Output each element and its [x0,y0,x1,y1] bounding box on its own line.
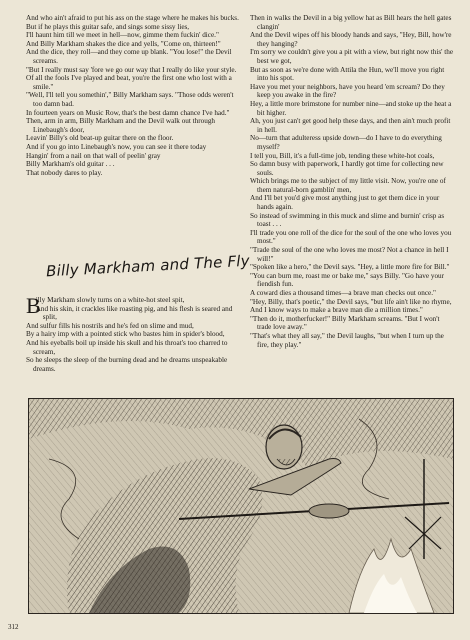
text-line: Of all the fools I've played and beat, you're the first one who lost with a smile." [26,74,232,91]
text-line: "Spoken like a hero," the Devil says. "Hey, a little more fire for Bill." [250,263,450,272]
text-line: And I'll bet you'd give most anything just to get them dice in your hands again. [250,194,440,212]
drop-cap: B [26,293,41,318]
text-line: "Then do it, motherfucker!" Billy Markham screams. "But I won't trade love away." [250,314,440,332]
text-line: "Hey, Billy, that's poetic," the Devil says, "but life ain't like no rhyme, [250,297,452,306]
ink-drawing [29,399,453,613]
text-line: I'm sorry we couldn't give you a pit with a view, but right now this' the best we got, [250,48,454,65]
text-line: "You can burn me, roast me or bake me," says Billy. "Go have your fiendish fun. [250,271,445,289]
text-line: "But I really must say 'fore we go our way that I really do like your style. [26,65,237,74]
text-line: Then, arm in arm, Billy Markham and the Devil walk out through Linebaugh's door, [26,117,216,134]
text-line: Billy Markham's old guitar . . . [26,160,115,169]
text-line: I tell you, Bill, it's a full-time job, tending these white-hot coals, [250,151,435,160]
text-line: Have you met your neighbors, have you heard 'em scream? Do they keep you awake in the fire? [250,82,445,100]
text-line: And the dice, they roll—and they come up blank. "You lose!" the Devil screams. [26,48,232,65]
text-line: But if he plays this guitar safe, and sings some sissy lies, [26,22,190,31]
page-number: 312 [8,623,19,631]
right-column [250,14,454,349]
poem-opening [26,293,240,373]
illustration [28,398,454,614]
text-line: "Well, I'll tell you somethin'," Billy Markham says. "Those odds weren't too damn bad. [26,91,234,108]
text-line: A coward dies a thousand times—a brave man checks out once." [250,289,436,297]
text-line: illy Markham slowly turns on a white-hot steel spit, [35,296,185,304]
text-line: I'll haunt him till we meet in hell—now, gimme them fuckin' dice." [26,31,219,40]
text-line: And sulfur fills his nostrils and he's fed on slime and mud, [26,321,194,330]
text-line: And if you go into Linebaugh's now, you can see it there today [26,142,207,151]
text-line: Ah, you just can't get good help these days, and then ain't much profit in hell. [250,117,451,134]
text-line: So damn busy with paperwork, I hardly got time for collecting new souls. [250,160,444,177]
text-line: That nobody dares to play. [26,168,103,177]
text-line: "Trade the soul of the one who loves me most? Not a chance in hell I will!" [250,246,449,263]
text-line: Leavin' Billy's old beat-up guitar there on the floor. [26,134,174,143]
text-line: So instead of swimming in this muck and slime and burnin' crisp as toast . . . [250,211,445,229]
text-line: And I know ways to make a brave man die a million times." [250,306,423,315]
text-line: And Billy Markham shakes the dice and yells, "Come on, thirteen!" [26,39,221,48]
text-line: Which brings me to the subject of my little visit. Now, you're one of them natural-born gamblin' men, [250,177,446,194]
text-line: And the Devil wipes off his bloody hands and says, "Hey, Bill, how're they hanging? [250,31,452,48]
text-line: Then in walks the Devil in a big yellow hat as Bill hears the hell gates clangin' [250,14,452,31]
text-line: Hangin' from a nail on that wall of peelin' gray [26,151,161,160]
text-line: So he sleeps the sleep of the burning dead and he dreams unspeakable dreams. [26,356,228,373]
text-line: In fourteen years on Music Row, that's the best damn chance I've had." [26,108,230,117]
text-line: But as soon as we're done with Attila the Hun, we'll move you right into his spot. [250,65,445,83]
text-line: "That's what they all say," the Devil laughs, "but when I turn up the fire, they play." [250,331,444,349]
text-line: And his skin, it crackles like roasting pig, and his flesh is seared and split, [35,304,233,322]
text-line: And his eyeballs boil up inside his skull and his throat's too charred to scream, [26,338,228,356]
text-line: I'll trade you one roll of the dice for the soul of the one who loves you most." [250,228,452,246]
text-line: No—turn that adulteress upside down—do I have to do everything myself? [250,134,442,151]
text-line: By a hairy imp with a pointed stick who bastes him in spider's blood, [26,330,225,339]
left-column [26,14,240,177]
text-line: Hey, a little more brimstone for number nine—and stoke up the heat a bit higher. [250,99,452,117]
text-line: And who ain't afraid to put his ass on the stage where he makes his bucks. [26,14,239,22]
poem-title: Billy Markham and The Fly [45,251,251,281]
